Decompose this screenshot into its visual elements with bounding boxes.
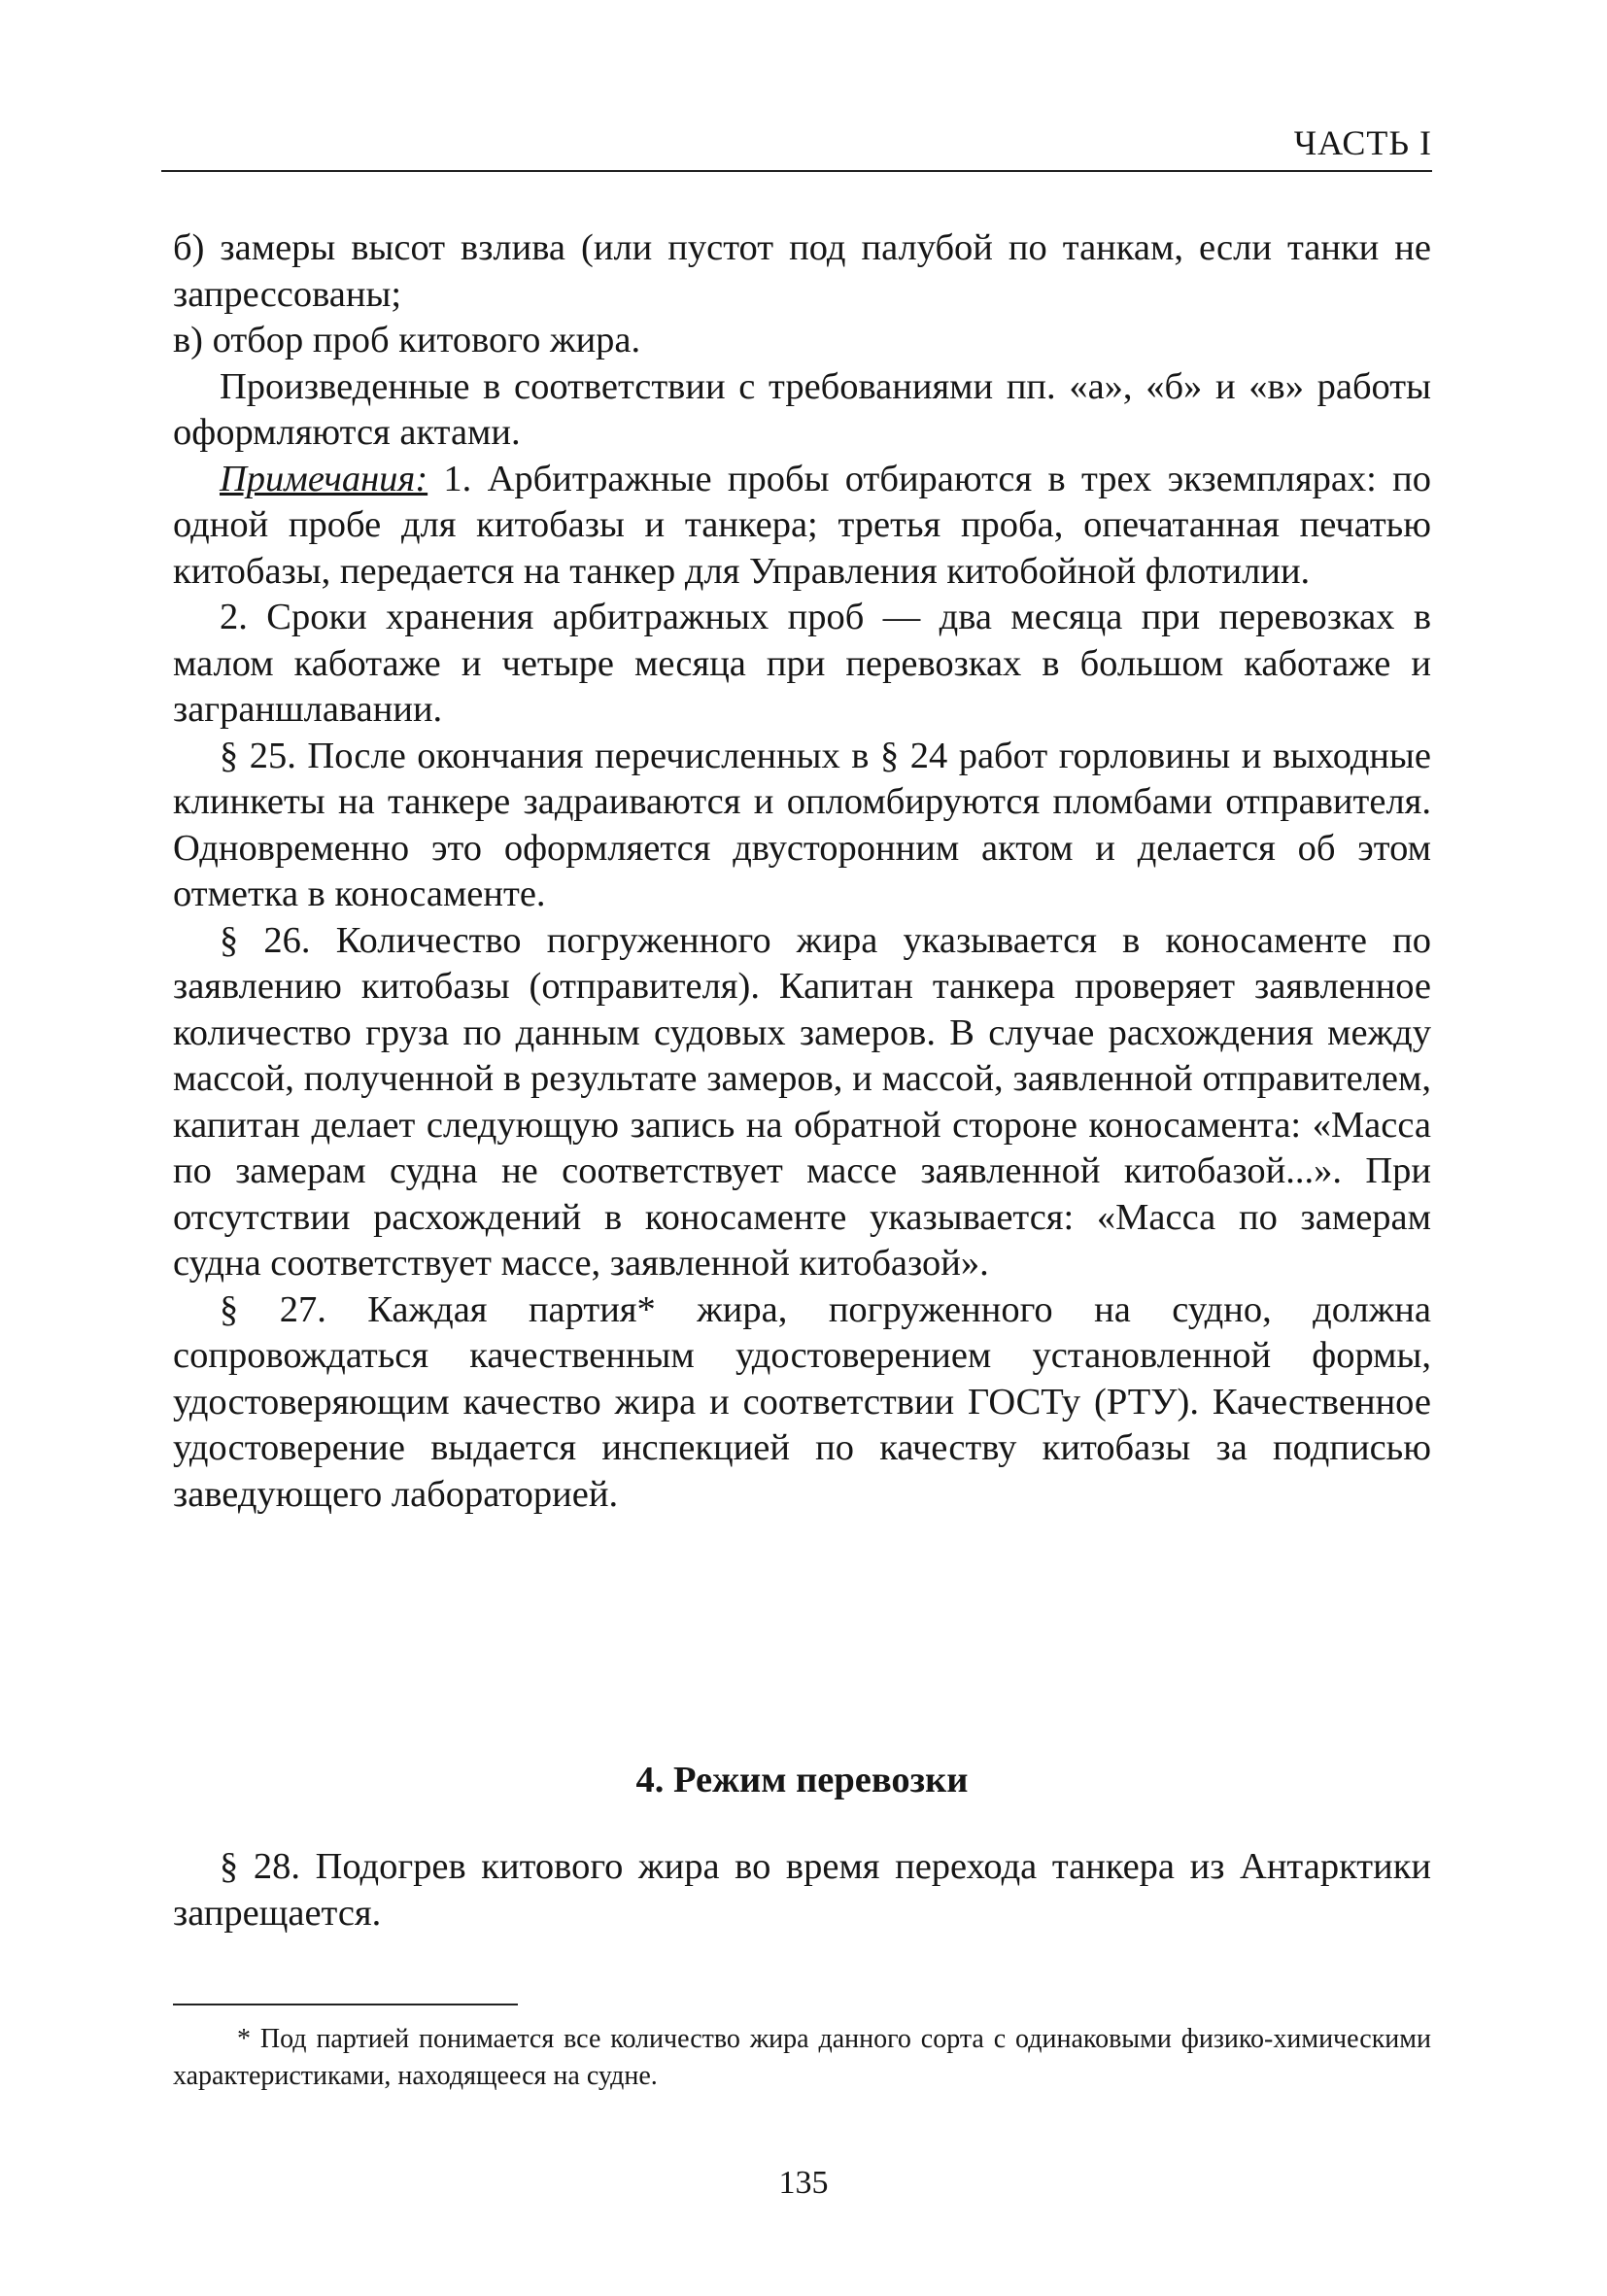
page-header <box>161 117 1432 163</box>
footnote: * Под партией понимается все количество жира данного сорта с одинаковыми физико-химическими характеристиками, находящееся на судне. <box>173 2024 1431 2091</box>
section-25: § 25. После окончания перечисленных в § 24 работ горловины и выходные клинкеты на танкере задраиваются и опломбируются пломбами отправителя. Одновременно это оформляется двусторонним актом и делается об этом отметка в коносаменте. <box>173 735 1431 914</box>
section-28: § 28. Подогрев китового жира во время перехода танкера из Антарктики запрещается. <box>173 1846 1431 1934</box>
item-b: б) замеры высот взлива (или пустот под палубой по танкам, если танки не запрессованы; <box>173 227 1431 315</box>
acts-paragraph: Произведенные в соответствии с требованиями пп. «а», «б» и «в» работы оформляются актами. <box>173 365 1431 453</box>
note-2: 2. Сроки хранения арбитражных проб — два месяца при перевозках в малом каботаже и четыре месяца при перевозках в большом каботаже и заграншлавании. <box>173 597 1431 730</box>
notes-label: Примечания: <box>220 458 428 499</box>
item-v: в) отбор проб китового жира. <box>173 320 641 360</box>
running-head: ЧАСТЬ I <box>1293 123 1432 162</box>
section-27: § 27. Каждая партия* жира, погруженного на судно, должна сопровождаться качественным удостоверением установленной формы, удостоверяющим качество жира и соответствии ГОСТу (РТУ). Качественное удостоверение выдается инспекцией по качеству китобазы за подписью заведующего лабораторией. <box>173 1288 1431 1515</box>
note-1-text: 1. Арбитражные пробы отбираются в трех экземплярах: по одной пробе для китобазы и танкера; третья проба, опечатанная печатью китобазы, передается на танкер для Управления китобойной флотилии. <box>173 458 1431 592</box>
note-1 <box>173 457 1431 596</box>
footnote-rule <box>173 2004 518 2005</box>
header-rule <box>161 170 1432 172</box>
section-26: § 26. Количество погруженного жира указывается в коносаменте по заявлению китобазы (отправителя). Капитан танкера проверяет заявленное количество груза по данным судовых замеров. В случае расхождения между массой, полученной в результате замеров, и массой, заявленной отправителем, капитан делает следующую запись на обратной стороне коносамента: «Масса по замерам судна не соответствует массе заявленной китобазой...». При отсутствии расхождений в коносаменте указывается: «Масса по замерам судна соответствует массе, заявленной китобазой». <box>173 919 1431 1284</box>
section-body <box>173 1844 1431 1936</box>
main-text <box>173 225 1431 1518</box>
page-number: 135 <box>778 2165 829 2201</box>
section-heading: 4. Режим перевозки <box>635 1760 969 1800</box>
